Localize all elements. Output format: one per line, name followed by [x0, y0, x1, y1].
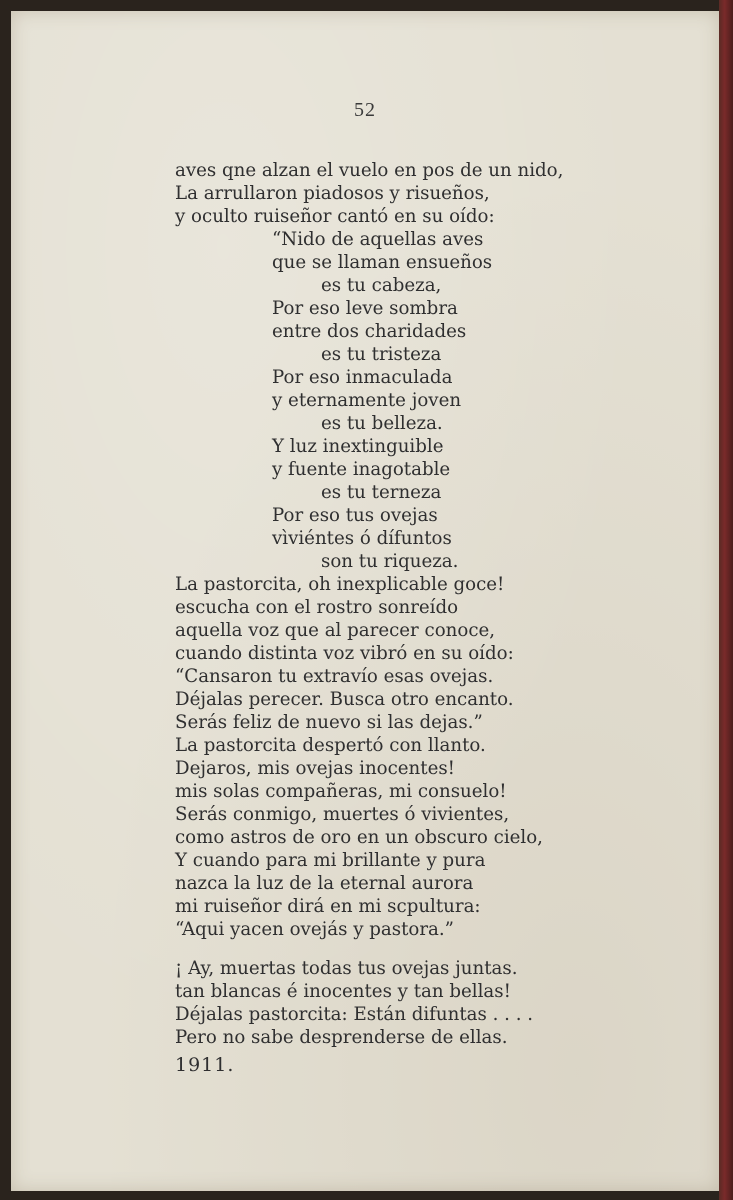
poem-line: que se llaman ensueños: [272, 252, 493, 273]
poem-line: vìviéntes ó dífuntos: [272, 528, 452, 549]
poem-line: y oculto ruiseñor cantó en su oído:: [175, 206, 495, 227]
poem-line: como astros de oro en un obscuro cielo,: [175, 827, 543, 848]
page-number: 52: [354, 99, 376, 121]
poem-stanza-final: [175, 957, 625, 1049]
poem-line: cuando distinta voz vibró en su oído:: [175, 643, 514, 664]
poem-line: entre dos charidades: [272, 321, 467, 342]
poem-line: tan blancas é inocentes y tan bellas!: [175, 981, 511, 1002]
poem-line: Y luz inextinguible: [272, 436, 444, 457]
poem-line: aves qne alzan el vuelo en pos de un nido,: [175, 160, 564, 181]
poem-line: y fuente inagotable: [272, 459, 451, 480]
poem-line: Y cuando para mi brillante y pura: [175, 850, 486, 871]
poem-text: [175, 159, 625, 1049]
poem-line: son tu riqueza.: [321, 551, 459, 572]
poem-stanza-main: [175, 159, 625, 941]
poem-line: “Cansaron tu extravío esas ovejas.: [175, 666, 494, 687]
poem-line: aquella voz que al parecer conoce,: [175, 620, 496, 641]
poem-line: ¡ Ay, muertas todas tus ovejas juntas.: [175, 958, 518, 979]
poem-line: es tu belleza.: [321, 413, 443, 434]
poem-line: mis solas compañeras, mi consuelo!: [175, 781, 507, 802]
poem-line: es tu cabeza,: [321, 275, 442, 296]
poem-line: Serás conmigo, muertes ó vivientes,: [175, 804, 510, 825]
poem-line: “Aqui yacen ovejás y pastora.”: [175, 919, 454, 940]
poem-line: Por eso leve sombra: [272, 298, 458, 319]
poem-line: Dejaros, mis ovejas inocentes!: [175, 758, 455, 779]
poem-line: es tu terneza: [321, 482, 442, 503]
poem-line: Serás feliz de nuevo si las dejas.”: [175, 712, 483, 733]
poem-line: La pastorcita despertó con llanto.: [175, 735, 486, 756]
poem-line: “Nido de aquellas aves: [272, 229, 484, 250]
poem-year: 1911.: [175, 1054, 235, 1076]
poem-line: La pastorcita, oh inexplicable goce!: [175, 574, 505, 595]
poem-line: Déjalas pastorcita: Están difuntas . . . .: [175, 1004, 534, 1025]
stanza-gap: [175, 941, 625, 957]
book-spine-edge: [719, 0, 733, 1200]
poem-line: y eternamente joven: [272, 390, 462, 411]
book-page: [11, 11, 719, 1191]
poem-line: Déjalas perecer. Busca otro encanto.: [175, 689, 514, 710]
poem-line: escucha con el rostro sonreído: [175, 597, 459, 618]
poem-line: La arrullaron piadosos y risueños,: [175, 183, 490, 204]
poem-line: Pero no sabe desprenderse de ellas.: [175, 1027, 508, 1048]
poem-line: es tu tristeza: [321, 344, 442, 365]
poem-line: Por eso tus ovejas: [272, 505, 438, 526]
poem-line: Por eso inmaculada: [272, 367, 453, 388]
poem-line: mi ruiseñor dirá en mi scpultura:: [175, 896, 481, 917]
poem-line: nazca la luz de la eternal aurora: [175, 873, 474, 894]
